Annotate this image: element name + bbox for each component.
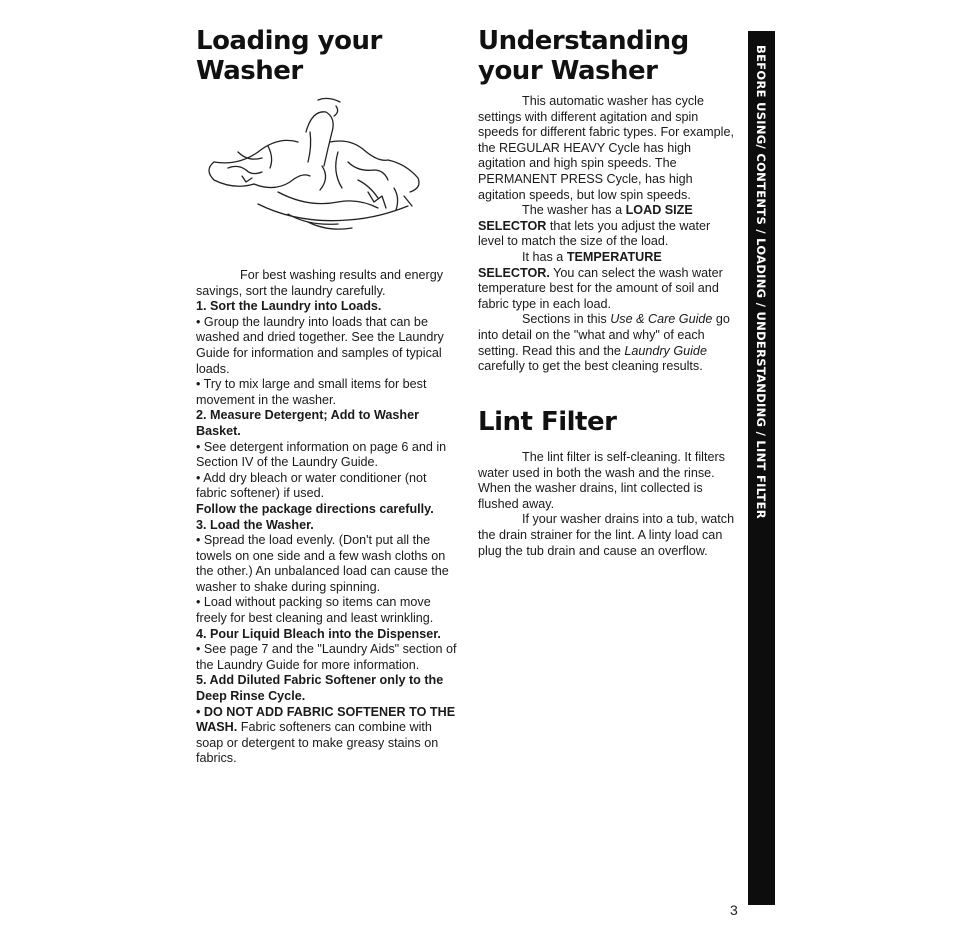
step-2-bullet-1: • See detergent information on page 6 and in Section IV of the Laundry Guide. (196, 439, 447, 470)
page-number: 3 (730, 902, 738, 918)
lint-p1: The lint filter is self-cleaning. It filters water used in both the wash and the rinse. When the washer drains, lint collected is flushed away. (478, 450, 725, 511)
understanding-p4 (478, 312, 736, 374)
step-5-heading: 5. Add Diluted Fabric Softener only to the Deep Rinse Cycle. (196, 673, 444, 704)
section-tab (748, 31, 775, 905)
understanding-p4-c: carefully to get the best cleaning results. (478, 359, 703, 374)
loading-title (196, 26, 458, 86)
understanding-p3 (478, 250, 736, 312)
loading-section (196, 26, 458, 767)
step-2-heading: 2. Measure Detergent; Add to Washer Basket. (196, 408, 419, 438)
step-2-bullet-2: • Add dry bleach or water conditioner (not fabric softener) if used. (196, 470, 427, 501)
lint-p2: If your washer drains into a tub, watch the drain strainer for the lint. A linty load can plug the tub drain and cause an overflow. (478, 512, 735, 558)
laundry-pile-illustration (198, 92, 428, 242)
understanding-p4-a: Sections in this (522, 312, 611, 327)
step-5-warning: • DO NOT ADD FABRIC SOFTENER TO THE WASH. (196, 704, 456, 735)
step-4-bullet-1: • See page 7 and the "Laundry Aids" section of the Laundry Guide for more information. (196, 642, 457, 672)
loading-title-line1: Loading your (196, 26, 382, 56)
loading-body (196, 268, 458, 767)
loading-intro: For best washing results and energy savings, sort the laundry carefully. (196, 268, 444, 298)
understanding-p2-a: The washer has a (522, 203, 626, 218)
step-5-rest: Fabric softeners can combine with soap or detergent to make greasy stains on fabrics. (196, 720, 439, 766)
step-5-text (196, 705, 458, 767)
understanding-title-line1: Understanding (478, 26, 689, 56)
understanding-section (478, 26, 736, 375)
temperature-selector-term: TEMPERATURE SELECTOR. (478, 249, 662, 280)
understanding-p3-b: You can select the wash water temperature best for the amount of soil and fabric type in each load. (478, 265, 723, 311)
lint-filter-body (478, 450, 736, 559)
understanding-body (478, 94, 736, 375)
step-3-heading: 3. Load the Washer. (196, 517, 314, 532)
understanding-p2 (478, 203, 736, 250)
understanding-title (478, 26, 736, 86)
understanding-p3-a: It has a (522, 249, 567, 264)
use-care-guide-ref: Use & Care Guide (610, 312, 713, 327)
understanding-title-line2: your Washer (478, 56, 658, 86)
laundry-guide-ref: Laundry Guide (624, 343, 707, 358)
understanding-p2-b: that lets you adjust the water level to match the size of the load. (478, 218, 711, 249)
section-tab-label: BEFORE USING/ CONTENTS / LOADING / UNDERSTANDING / LINT FILTER (754, 45, 768, 519)
lint-filter-title: Lint Filter (478, 407, 617, 437)
step-2-note: Follow the package directions carefully. (196, 501, 434, 516)
step-1-heading: 1. Sort the Laundry into Loads. (196, 299, 382, 314)
loading-title-line2: Washer (196, 56, 303, 86)
step-4-heading: 4. Pour Liquid Bleach into the Dispenser. (196, 626, 441, 641)
understanding-p1: This automatic washer has cycle settings with different agitation and spin speeds for different fabric types. For example, the REGULAR HEAVY Cycle has high agitation and high spin speeds. The PERMANENT PRESS Cycle, has high agitation speeds, but low spin speeds. (478, 94, 734, 202)
step-3-bullet-1: • Spread the load evenly. (Don't put all the towels on one side and a few wash cloths on the other.) An unbalanced load can cause the washer to shake during spinning. (196, 533, 449, 594)
step-3-bullet-2: • Load without packing so items can move freely for best cleaning and least wrinkling. (196, 595, 434, 626)
load-size-selector-term: LOAD SIZE SELECTOR (478, 203, 693, 233)
step-1-bullet-2: • Try to mix large and small items for best movement in the washer. (196, 377, 427, 407)
understanding-p4-b: go into detail on the "what and why" of each setting. Read this and the (478, 312, 730, 358)
step-1-bullet-1: • Group the laundry into loads that can be washed and dried together. See the Laundry Guide for information and samples of typical loads. (196, 314, 444, 376)
